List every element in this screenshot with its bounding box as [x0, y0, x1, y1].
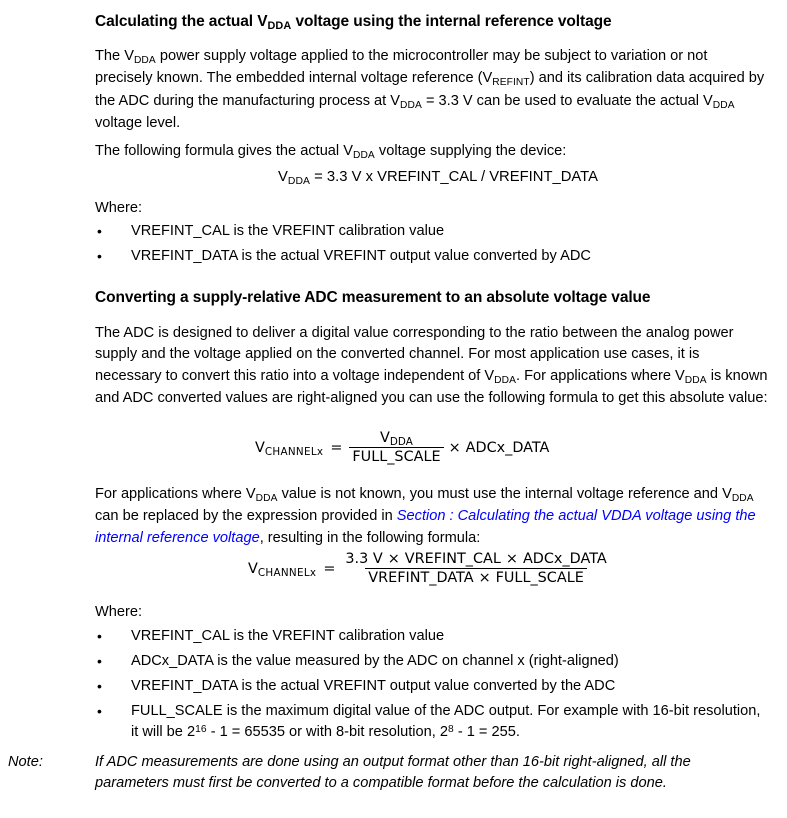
eq2-num-times-icon-2: ×: [505, 551, 518, 567]
para3-text-1: For applications where V: [95, 486, 256, 502]
para2-text-2: . For applications where V: [516, 367, 685, 384]
fullscale-superscript-16: 16: [195, 723, 207, 735]
eq2-num-times-icon-1: ×: [387, 551, 400, 567]
heading-text-part1: Calculating the actual V: [95, 13, 268, 30]
formula-intro-text-1: The following formula gives the actual V: [95, 143, 353, 159]
eq2-num-term-c: ADCx_DATA: [522, 551, 607, 567]
para3-sub-dda-1: DDA: [255, 493, 278, 505]
eq1-lhs-var: V: [255, 439, 265, 456]
bullet-list-section2: [95, 626, 768, 748]
para1-sub-dda-2: DDA: [400, 99, 422, 111]
eq2-den-term-a: VREFINT_DATA: [368, 570, 474, 587]
eq1-fraction: [349, 430, 443, 465]
para2-sub-dda-2: DDA: [684, 374, 707, 386]
list-item-label: VREFINT_DATA is the actual VREFINT output value converted by the ADC: [131, 677, 616, 694]
para3-text-2: value is not known, you must use the internal voltage reference and V: [277, 486, 732, 502]
bullet-icon: •: [97, 247, 102, 264]
para1-sub-refint: REFINT: [492, 77, 530, 89]
eq2-lhs: [248, 561, 316, 577]
list-item: [95, 676, 768, 697]
paragraph-vdda-unknown: [95, 484, 768, 549]
list-item: [95, 221, 768, 242]
list-item-full-scale: [95, 701, 768, 745]
para3-text-3: can be replaced by the expression provided in: [95, 508, 397, 525]
list-item: [95, 651, 768, 672]
eq2-lhs-var: V: [248, 560, 258, 577]
paragraph-formula-intro: [95, 141, 768, 163]
eq2-lhs-subscript: CHANNELx: [257, 566, 317, 579]
formula-intro-sub-dda: DDA: [352, 150, 375, 162]
formula-vdda-equals: [278, 167, 598, 189]
list-item-label: [131, 703, 760, 740]
note-block: [8, 752, 768, 795]
bullet-icon: •: [97, 652, 102, 669]
para2-text-3: is known and ADC converted values are right-aligned you can use the following formula to get this absolute value:: [95, 367, 768, 407]
para1-sub-dda-3: DDA: [712, 99, 735, 111]
bullet-icon: •: [97, 702, 102, 719]
formula-lhs-subscript: DDA: [287, 176, 311, 188]
eq2-den-term-b: FULL_SCALE: [495, 570, 584, 587]
fullscale-text-2: - 1 = 65535 or with 8-bit resolution, 2: [206, 724, 448, 741]
para1-sub-dda-1: DDA: [133, 55, 156, 67]
where-label-2: Where:: [95, 604, 143, 620]
formula-lhs-var: V: [278, 169, 288, 185]
heading-subscript-dda: DDA: [267, 20, 292, 33]
bullet-icon: •: [97, 223, 102, 239]
eq1-numerator: [377, 430, 416, 447]
para2-sub-dda-1: DDA: [494, 374, 517, 386]
section-heading-calculating-vdda: [95, 12, 768, 33]
equation-vchannelx-vrefint: [248, 551, 610, 586]
heading-text-part2: voltage using the internal reference voltage: [291, 13, 612, 30]
eq2-fraction: [342, 551, 609, 586]
fullscale-text-1: FULL_SCALE is the maximum digital value of the ADC output. For example with 16-bit resolution, it will be 2: [131, 702, 761, 741]
list-item-label: VREFINT_CAL is the VREFINT calibration value: [131, 628, 445, 644]
para1-text-1: The V: [95, 48, 134, 64]
bullet-icon: •: [97, 628, 102, 644]
eq1-denominator: FULL_SCALE: [349, 447, 443, 465]
list-item-label: VREFINT_CAL is the VREFINT calibration value: [131, 223, 445, 239]
note-label: Note:: [8, 754, 43, 770]
list-item: [95, 246, 768, 267]
fullscale-superscript-8: 8: [448, 723, 454, 735]
bullet-icon: •: [97, 677, 102, 694]
para1-text-3: ) and its calibration data acquired by the ADC during the manufacturing process at V: [95, 70, 765, 109]
para3-text-4: , resulting in the following formula:: [259, 529, 481, 546]
eq2-num-term-b: VREFINT_CAL: [404, 551, 501, 567]
eq2-num-term-a: 3.3 V: [345, 551, 383, 567]
eq2-equals-sign: =: [323, 560, 336, 577]
eq1-lhs-subscript: CHANNELx: [264, 445, 324, 458]
list-item-label: ADCx_DATA is the value measured by the ADC on channel x (right-aligned): [131, 652, 619, 669]
fullscale-text-3: - 1 = 255.: [453, 724, 520, 741]
para1-text-2: power supply voltage applied to the microcontroller may be subject to variation or not precisely known. The embedded internal voltage reference (V: [95, 48, 708, 87]
formula-intro-text-2: voltage supplying the device:: [374, 143, 567, 159]
note-text: If ADC measurements are done using an output format other than 16-bit right-aligned, all the parameters must first be converted to a compatible format before the calculation is done.: [95, 754, 691, 792]
list-item-label: VREFINT_DATA is the actual VREFINT output value converted by ADC: [131, 247, 591, 264]
eq1-equals-sign: =: [330, 439, 343, 456]
para3-sub-dda-2: DDA: [731, 493, 754, 505]
list-item: [95, 626, 768, 647]
eq1-tail-term: ADCx_DATA: [465, 439, 550, 456]
bullet-list-section1: [95, 221, 768, 271]
eq2-denominator: [365, 568, 587, 586]
eq1-times-icon: ×: [448, 439, 461, 456]
cross-reference-link[interactable]: Section : Calculating the actual VDDA voltage using the internal reference voltage: [95, 508, 756, 546]
section-heading-converting-adc: Converting a supply-relative ADC measurement to an absolute voltage value: [95, 289, 651, 306]
eq1-num-var: V: [379, 430, 390, 446]
eq1-num-subscript: DDA: [389, 435, 413, 448]
para2-text-1: The ADC is designed to deliver a digital value corresponding to the ratio between the analog power supply and the voltage applied on the converted channel. For most application use cases, it is necessary to convert this ratio into a voltage independent of V: [95, 325, 734, 384]
eq1-lhs: [255, 440, 323, 456]
para1-text-4: = 3.3 V can be used to evaluate the actual V: [421, 92, 713, 109]
eq2-den-times-icon: ×: [478, 570, 491, 587]
paragraph-adc-ratio: [95, 323, 768, 410]
eq2-numerator: [342, 551, 609, 568]
where-label-1: Where:: [95, 200, 143, 216]
formula-rhs: = 3.3 V x VREFINT_CAL / VREFINT_DATA: [310, 169, 598, 185]
paragraph-vdda-variation: [95, 46, 768, 135]
para1-text-5: voltage level.: [95, 115, 181, 132]
equation-vchannelx-fullscale: [255, 430, 549, 465]
